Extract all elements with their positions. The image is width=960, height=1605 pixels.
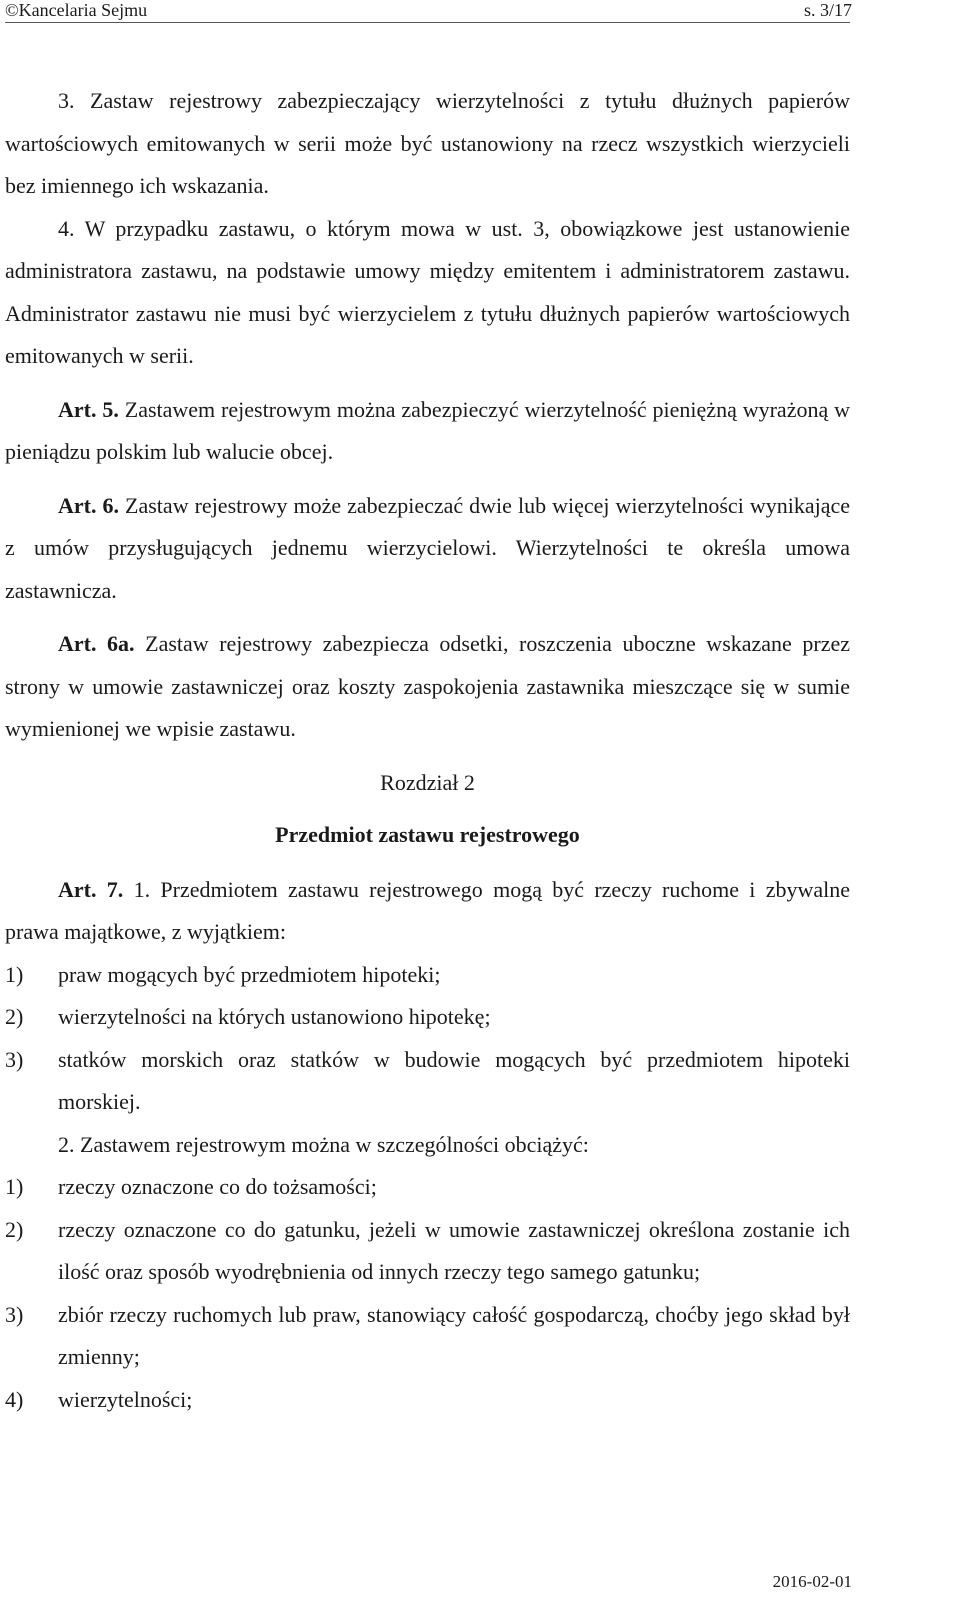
article-7-ust-1-text: Przedmiotem zastawu rejestrowego mogą być rzeczy ruchome i zbywalne prawa majątkowe, z wyjątkiem: — [5, 876, 851, 944]
list-item-text: wierzytelności; — [58, 1386, 193, 1412]
list-item — [5, 1039, 850, 1124]
article-6-text: Zastaw rejestrowy może zabezpieczać dwie lub więcej wierzytelności wynikające z umów przysługujących jednemu wierzycielowi. Wierzytelności te określa umowa zastawnicza. — [5, 492, 851, 603]
list-item-number: 1) — [5, 1174, 24, 1199]
paragraph-ust-4: 4. W przypadku zastawu, o którym mowa w ust. 3, obowiązkowe jest ustanowienie administratora zastawu, na podstawie umowy między emitentem i administratorem zastawu. Administrator zastawu nie musi być wierzycielem z tytułu dłużnych papierów wartościowych emitowanych w serii. — [5, 215, 850, 368]
list-item-number: 4) — [5, 1386, 24, 1412]
list-item-text: praw mogących być przedmiotem hipoteki; — [58, 961, 441, 987]
list-item-number: 3) — [5, 1301, 24, 1327]
list-item-text: rzeczy oznaczone co do tożsamości; — [58, 1174, 377, 1199]
list-item — [5, 996, 850, 1039]
article-7-ust-1-number: 1. — [133, 876, 151, 902]
list-item-number: 3) — [5, 1046, 24, 1072]
list-item — [5, 1166, 850, 1209]
chapter-title: Przedmiot zastawu rejestrowego — [275, 822, 580, 847]
list-item — [5, 1209, 850, 1294]
article-7-label: Art. 7. — [58, 876, 124, 902]
article-6-label: Art. 6. — [58, 492, 120, 518]
article-6 — [5, 485, 850, 613]
article-5-text: Zastawem rejestrowym można zabezpieczyć wierzytelność pieniężną wyrażoną w pieniądzu polskim lub walucie obcej. — [5, 396, 850, 464]
header-rule — [5, 22, 850, 23]
list-item-text: zbiór rzeczy ruchomych lub praw, stanowiący całość gospodarczą, choćby jego skład był zmienny; — [58, 1301, 850, 1369]
list-item — [5, 1379, 850, 1422]
list-item — [5, 954, 850, 997]
document-body — [5, 80, 850, 1421]
header-publisher: ©Kancelaria Sejmu — [5, 0, 148, 20]
list-item-text: wierzytelności na których ustanowiono hipotekę; — [58, 1004, 491, 1029]
article-5 — [5, 389, 850, 474]
list-item-number: 2) — [5, 1216, 24, 1242]
article-6a-label: Art. 6a. — [58, 631, 135, 656]
list-item-text: rzeczy oznaczone co do gatunku, jeżeli w umowie zastawniczej określona zostanie ich ilość oraz sposób wyodrębnienia od innych rzeczy tego samego gatunku; — [58, 1216, 850, 1284]
article-6a-text: Zastaw rejestrowy zabezpiecza odsetki, roszczenia uboczne wskazane przez strony w umowie zastawniczej oraz koszty zaspokojenia zastawnika mieszczące się w sumie wymienionej we wpisie zastawu. — [5, 631, 850, 741]
header-page-number: s. 3/17 — [803, 0, 852, 20]
article-6a — [5, 623, 850, 751]
list-item-text: statków morskich oraz statków w budowie mogących być przedmiotem hipoteki morskiej. — [58, 1046, 850, 1114]
paragraph-ust-3: 3. Zastaw rejestrowy zabezpieczający wierzytelności z tytułu dłużnych papierów wartościowych emitowanych w serii może być ustanowiony na rzecz wszystkich wierzycieli bez imiennego ich wskazania. — [5, 88, 850, 198]
chapter-number: Rozdział 2 — [380, 769, 475, 795]
article-5-label: Art. 5. — [58, 396, 119, 422]
list-item-number: 2) — [5, 1004, 24, 1029]
article-7-ust-1 — [5, 869, 850, 954]
article-7-ust-2: 2. Zastawem rejestrowym można w szczególności obciążyć: — [58, 1131, 589, 1157]
list-item-number: 1) — [5, 961, 24, 987]
list-item — [5, 1294, 850, 1379]
footer-date: 2016-02-01 — [772, 1572, 852, 1591]
